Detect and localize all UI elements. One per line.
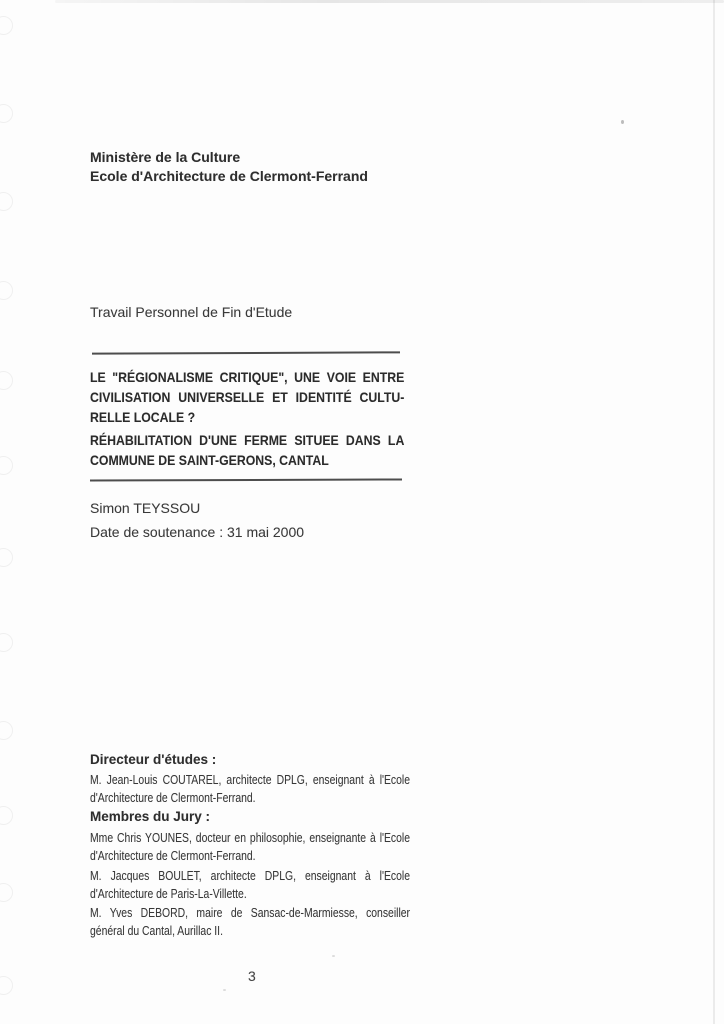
binding-hole — [0, 16, 13, 35]
title-part-1 — [90, 367, 404, 427]
binding-hole — [0, 721, 13, 740]
binding-hole — [0, 456, 13, 475]
text-line: LE "RÉGIONALISME CRITIQUE", UNE VOIE ENTRE — [90, 369, 405, 385]
scanner-edge-shadow — [55, 0, 724, 3]
jury-member-3 — [90, 904, 410, 940]
text-line: RELLE LOCALE ? — [90, 409, 196, 425]
horizontal-rule-bottom — [90, 478, 402, 481]
jury-member-2 — [90, 867, 410, 903]
text-line: d'Architecture de Paris-La-Villette. — [90, 886, 247, 901]
ministry-name: Ministère de la Culture — [90, 149, 241, 165]
binding-hole — [0, 976, 13, 995]
text-line: général du Cantal, Aurillac II. — [90, 923, 223, 938]
binding-hole — [0, 806, 13, 825]
text-line: M. Jacques BOULET, architecte DPLG, enseignant à l'Ecole — [90, 868, 410, 883]
binding-hole — [0, 104, 13, 123]
text-line: d'Architecture de Clermont-Ferrand. — [90, 848, 256, 863]
horizontal-rule-top — [92, 351, 400, 354]
scan-speck — [332, 955, 335, 957]
text-line: M. Yves DEBORD, maire de Sansac-de-Marmiesse, conseiller — [90, 905, 410, 920]
text-line: CIVILISATION UNIVERSELLE ET IDENTITÉ CULTU- — [90, 389, 405, 405]
binding-hole — [0, 548, 13, 567]
director-label: Directeur d'études : — [90, 752, 217, 767]
text-line: RÉHABILITATION D'UNE FERME SITUEE DANS LA — [90, 432, 405, 448]
text-line: COMMUNE DE SAINT-GERONS, CANTAL — [90, 452, 329, 468]
jury-label: Membres du Jury : — [90, 809, 211, 824]
binding-hole — [0, 192, 13, 211]
binding-hole — [0, 281, 13, 300]
author-name: Simon TEYSSOU — [90, 500, 201, 516]
text-line: M. Jean-Louis COUTAREL, architecte DPLG, enseignant à l'Ecole — [90, 772, 410, 787]
document-type: Travail Personnel de Fin d'Etude — [90, 304, 293, 320]
text-line: Mme Chris YOUNES, docteur en philosophie, enseignante à l'Ecole — [90, 830, 410, 845]
binding-hole — [0, 633, 13, 652]
text-line: d'Architecture de Clermont-Ferrand. — [90, 790, 256, 805]
jury-member-1 — [90, 829, 410, 865]
scan-speck — [621, 120, 624, 124]
defense-date: Date de soutenance : 31 mai 2000 — [90, 524, 305, 540]
director-entry — [90, 771, 410, 807]
paper-edge-line — [713, 0, 715, 1024]
title-part-2 — [90, 430, 404, 470]
letterhead — [90, 148, 368, 185]
school-name: Ecole d'Architecture de Clermont-Ferrand — [90, 167, 368, 184]
page-number: 3 — [248, 968, 256, 984]
scan-speck — [223, 989, 226, 991]
binding-hole — [0, 371, 13, 390]
binding-hole — [0, 883, 13, 902]
